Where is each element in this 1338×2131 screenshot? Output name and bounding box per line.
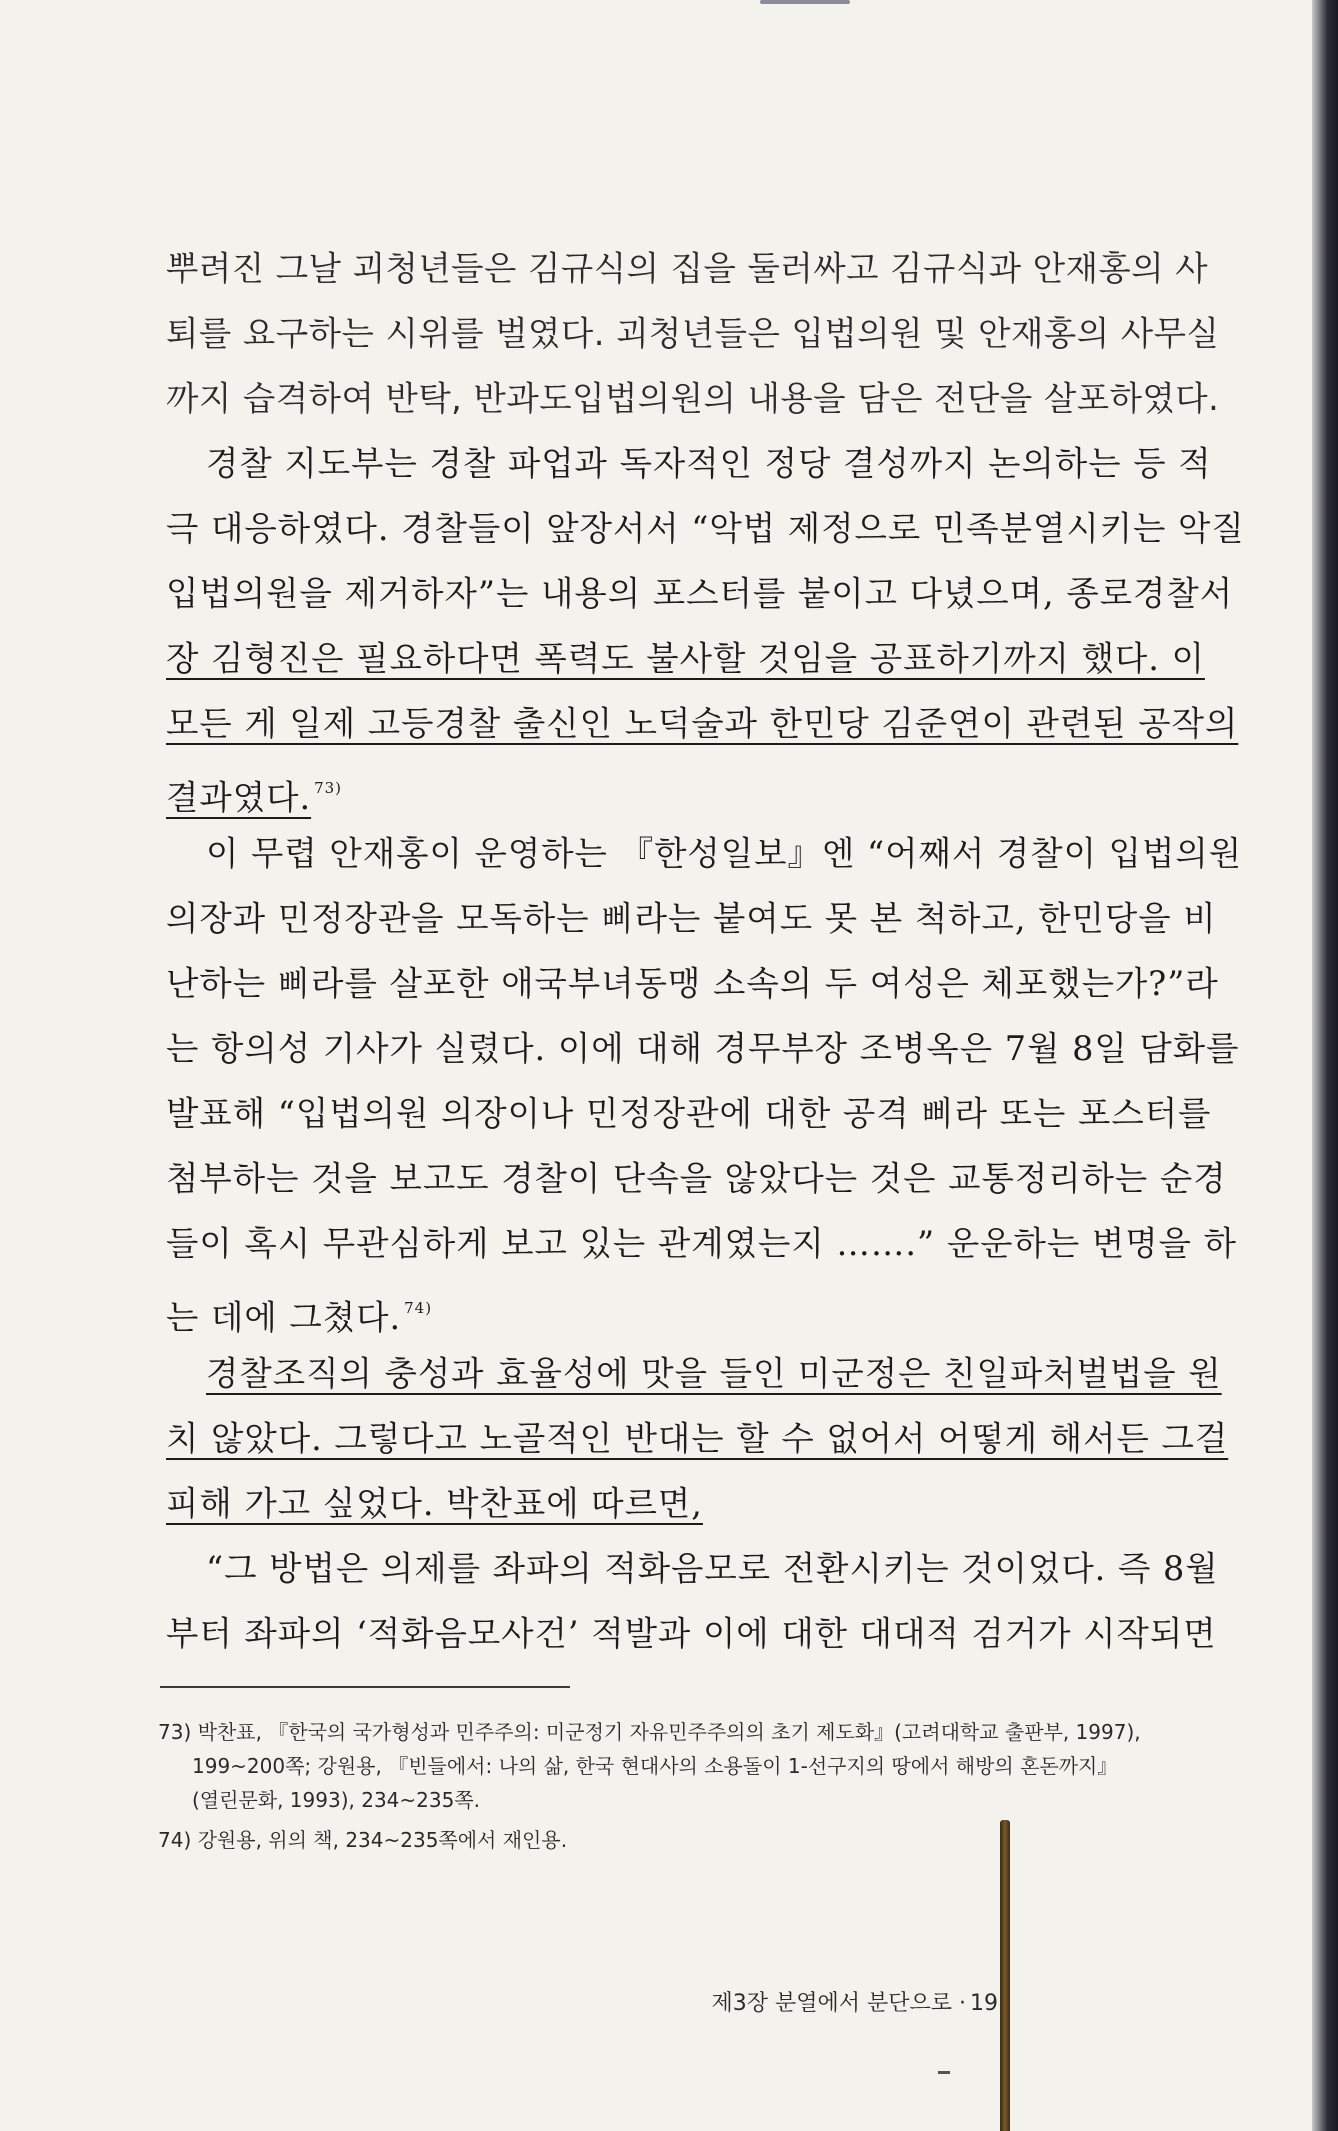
text-line [166, 756, 1132, 821]
chapter-title: 제3장 분열에서 분단으로 · [711, 1991, 966, 2016]
text-line-underlined: 피해 가고 싶었다. 박찬표에 따르면, [166, 1484, 703, 1523]
text-line: 이 무렵 안재홍이 운영하는 『한성일보』엔 “어째서 경찰이 입법의원 [206, 834, 1243, 873]
footnote-divider [160, 1686, 570, 1688]
text-line: 부터 좌파의 ‘적화음모사건’ 적발과 이에 대한 대대적 검거가 시작되면 [166, 1614, 1217, 1653]
text-line: 까지 습격하여 반탁, 반과도입법의원의 내용을 담은 전단을 살포하였다. [166, 379, 1220, 418]
scan-edge-mark [760, 0, 850, 4]
running-footer [712, 1986, 999, 2017]
footnote-line: 74) 강원용, 위의 책, 234~235쪽에서 재인용. [158, 1828, 568, 1852]
text-line: 발표해 “입법의원 의장이나 민정장관에 대한 공격 삐라 또는 포스터를 [166, 1094, 1212, 1133]
text-line-end: 는 데에 그쳤다. [166, 1298, 402, 1337]
text-line-underlined: 경찰조직의 충성과 효율성에 맛을 들인 미군정은 친일파처벌법을 원 [206, 1354, 1222, 1393]
text-line: 경찰 지도부는 경찰 파업과 독자적인 정당 결성까지 논의하는 등 적 [206, 444, 1212, 483]
text-line: 난하는 삐라를 살포한 애국부녀동맹 소속의 두 여성은 체포했는가?”라 [166, 964, 1219, 1003]
footnote-ref-74: 74) [404, 1299, 433, 1317]
footnote-line: 199~200쪽; 강원용, 『빈들에서: 나의 삶, 한국 현대사의 소용돌이 1-선구지의 땅에서 해방의 혼돈까지』 [192, 1754, 1118, 1778]
text-line: 는 항의성 기사가 실렸다. 이에 대해 경무부장 조병옥은 7월 8일 담화를 [166, 1029, 1240, 1068]
text-line-underlined: 결과였다. [166, 778, 312, 817]
body-text [166, 236, 1245, 1666]
book-spine-edge [1312, 0, 1338, 2131]
text-line: 입법의원을 제거하자”는 내용의 포스터를 붙이고 다녔으며, 종로경찰서 [166, 574, 1234, 613]
text-line-underlined: 치 않았다. 그렇다고 노골적인 반대는 할 수 없어서 어떻게 해서든 그걸 [166, 1419, 1229, 1458]
bookmark-ribbon [1000, 1820, 1010, 2131]
text-line: 첨부하는 것을 보고도 경찰이 단속을 않았다는 것은 교통정리하는 순경 [166, 1159, 1227, 1198]
text-line-underlined: 장 김형진은 필요하다면 폭력도 불사할 것임을 공표하기까지 했다. 이 [166, 639, 1205, 678]
text-line [166, 1276, 1132, 1341]
footnote-line: (열린문화, 1993), 234~235쪽. [192, 1788, 480, 1812]
ink-smudge [938, 2071, 950, 2074]
text-line: 뿌려진 그날 괴청년들은 김규식의 집을 둘러싸고 김규식과 안재홍의 사 [166, 249, 1209, 288]
page-number: 19 [970, 1991, 998, 2016]
footnote-ref-73: 73) [314, 779, 343, 797]
text-line-underlined: 모든 게 일제 고등경찰 출신인 노덕술과 한민당 김준연이 관련된 공작의 [166, 704, 1239, 743]
text-line: 의장과 민정장관을 모독하는 삐라는 붙여도 못 본 척하고, 한민당을 비 [166, 899, 1217, 938]
text-line: 퇴를 요구하는 시위를 벌였다. 괴청년들은 입법의원 및 안재홍의 사무실 [166, 314, 1220, 353]
footnote-73 [158, 1715, 1148, 1817]
text-line: 극 대응하였다. 경찰들이 앞장서서 “악법 제정으로 민족분열시키는 악질 [166, 509, 1245, 548]
footnote-line: 73) 박찬표, 『한국의 국가형성과 민주주의: 미군정기 자유민주주의의 초기 제도화』(고려대학교 출판부, 1997), [158, 1720, 1141, 1744]
text-line: 들이 혹시 무관심하게 보고 있는 관계였는지 …….” 운운하는 변명을 하 [166, 1224, 1237, 1263]
text-line: “그 방법은 의제를 좌파의 적화음모로 전환시키는 것이었다. 즉 8월 [206, 1549, 1219, 1588]
